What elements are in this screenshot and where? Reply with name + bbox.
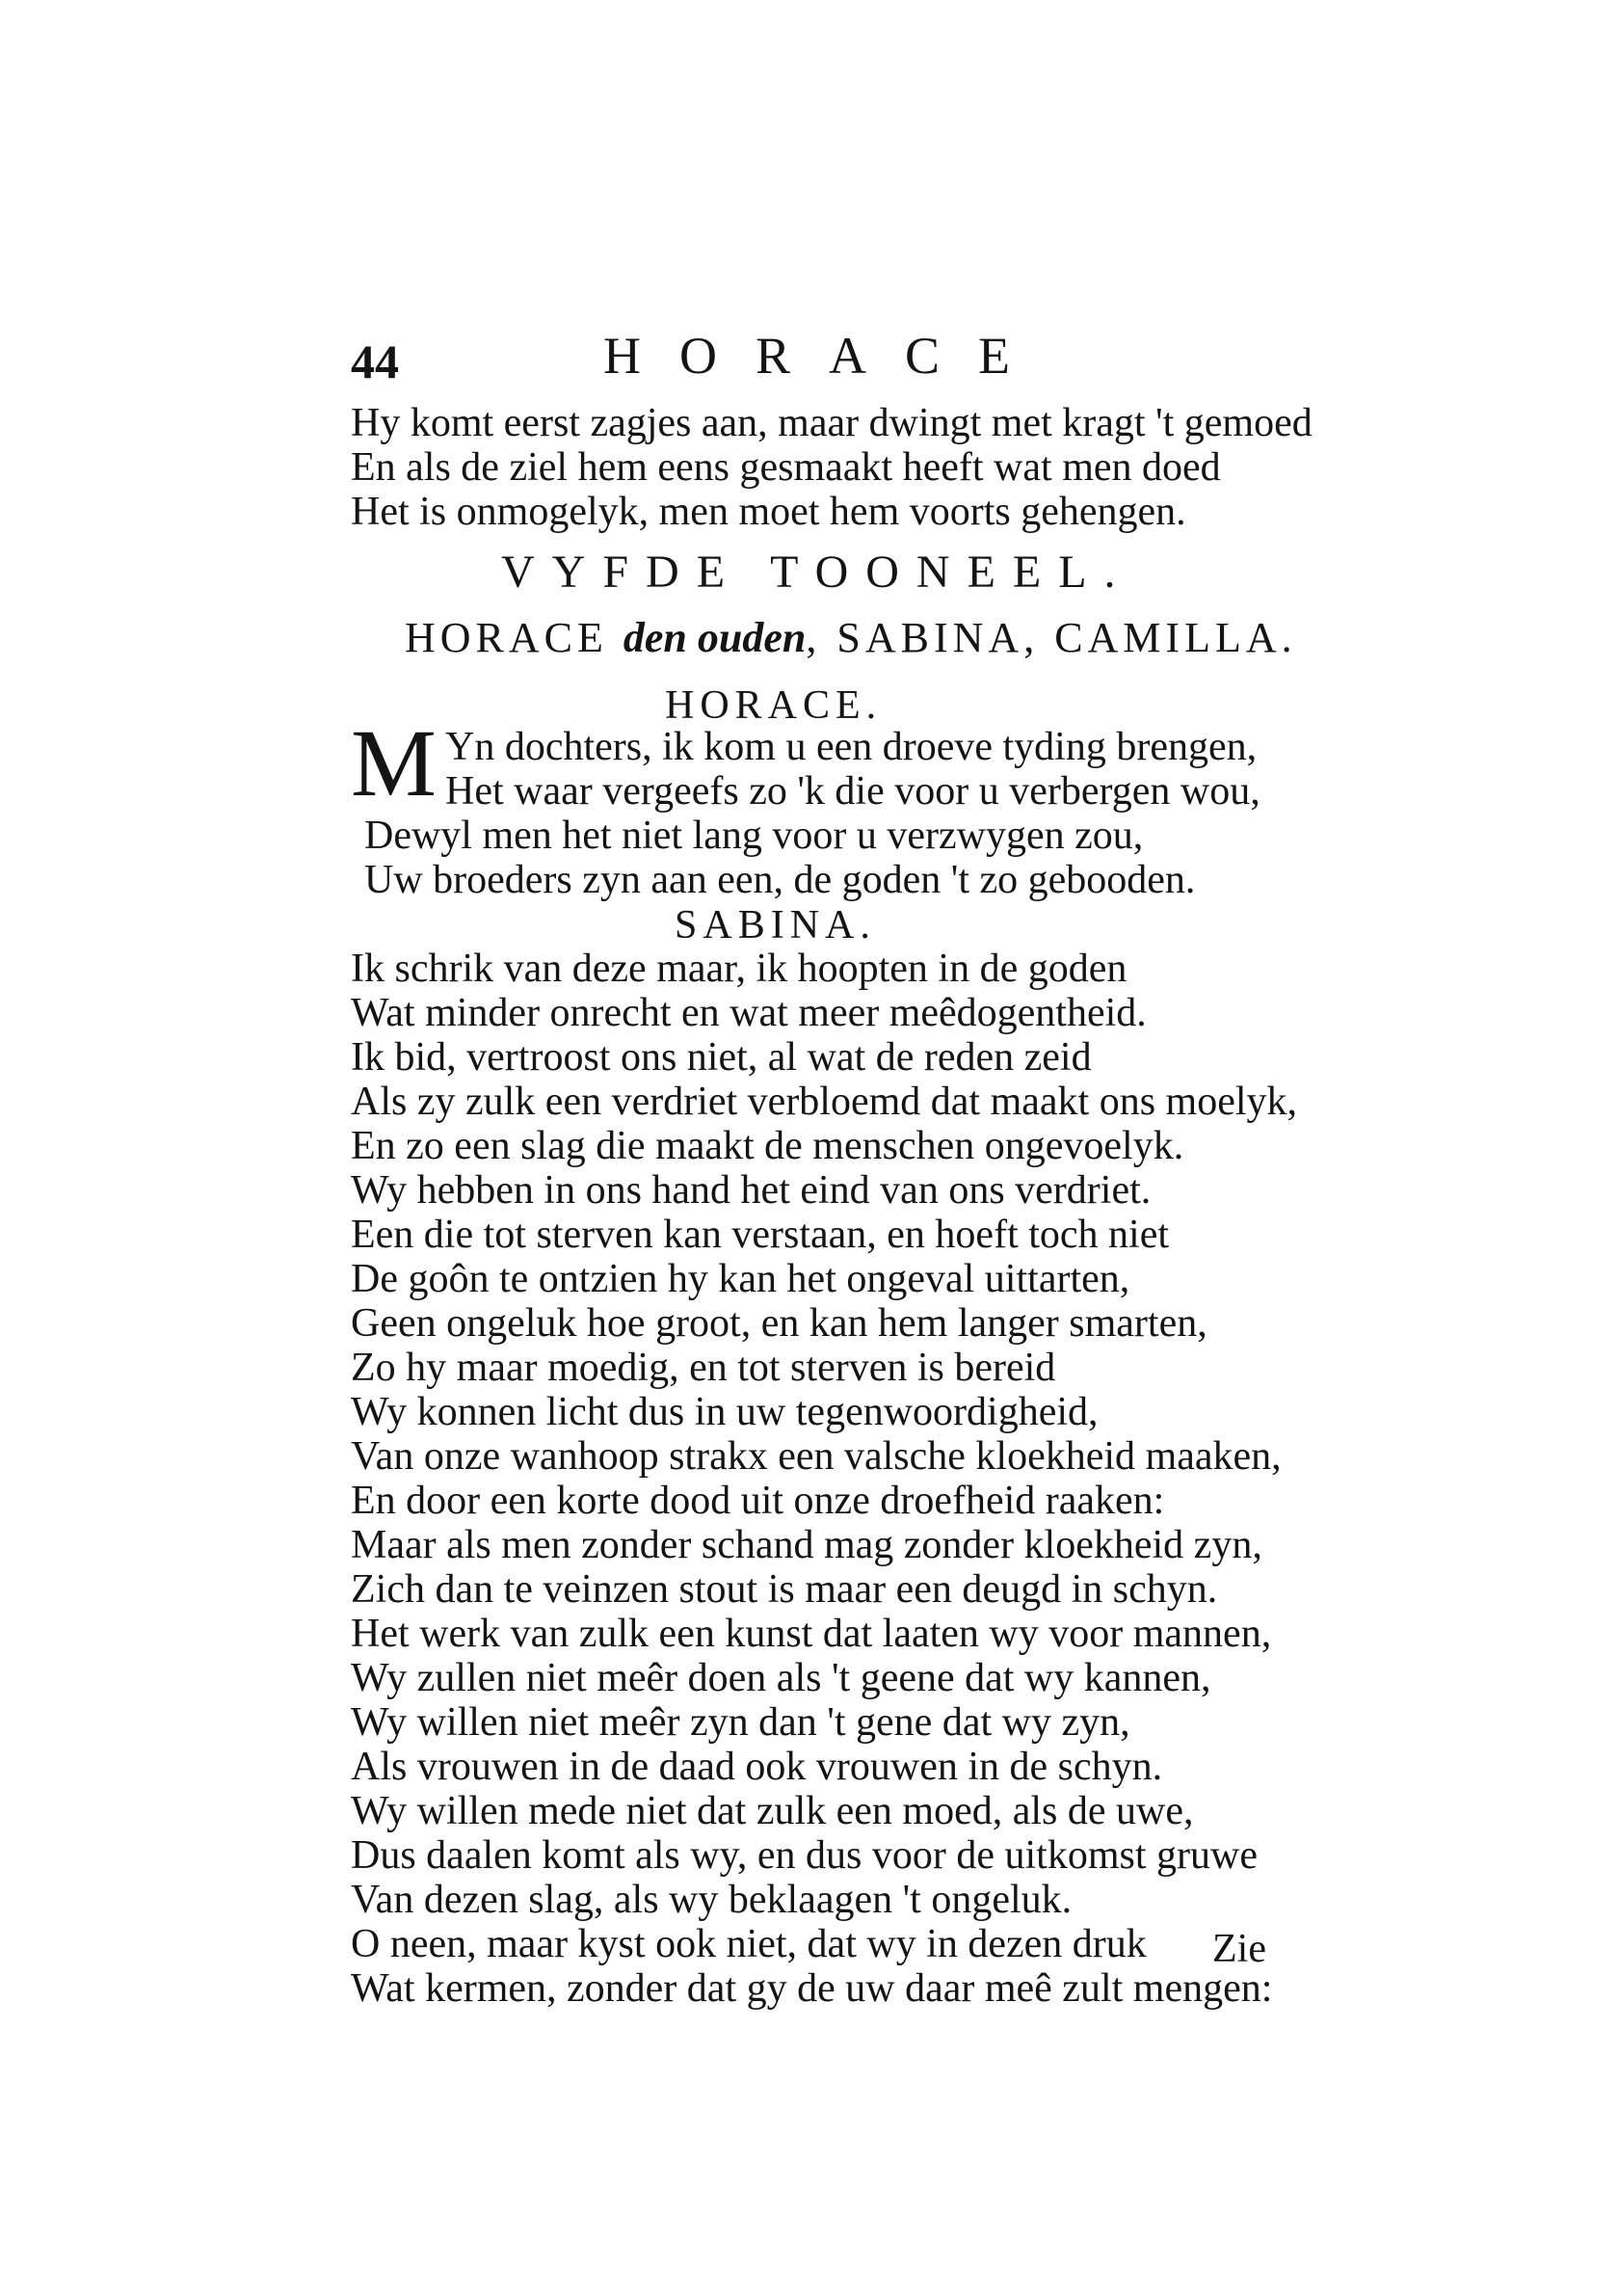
verse-line: Wy willen niet meêr zyn dan 't gene dat wy zyn, [351, 1700, 1130, 1745]
verse-line: Dus daalen komt als wy, en dus voor de uitkomst gruwe [351, 1833, 1258, 1878]
verse-line: Wy zullen niet meêr doen als 't geene dat wy kannen, [351, 1656, 1211, 1700]
page-number: 44 [351, 334, 399, 388]
verse-line: Het is onmogelyk, men moet hem voorts gehengen. [351, 490, 1186, 534]
verse-line: Wat minder onrecht en wat meer meêdogentheid. [351, 991, 1147, 1035]
verse-line: Het werk van zulk een kunst dat laaten wy voor mannen, [351, 1612, 1272, 1656]
verse-line: Zich dan te veinzen stout is maar een deugd in schyn. [351, 1567, 1218, 1612]
cast-others: , SABINA, CAMILLA. [806, 614, 1297, 661]
verse-line: Wy hebben in ons hand het eind van ons verdriet. [351, 1168, 1152, 1213]
catchword: Zie [1212, 1927, 1266, 1971]
verse-line: Uw broeders zyn aan een, de goden 't zo gebooden. [364, 858, 1196, 902]
scene-heading: VYFDE TOONEEL. [501, 547, 1133, 598]
verse-line: Ik schrik van deze maar, ik hoopten in de goden [351, 947, 1127, 991]
verse-line: Het waar vergeefs zo 'k die voor u verbergen wou, [445, 769, 1260, 814]
verse-line: Wy willen mede niet dat zulk een moed, als de uwe, [351, 1789, 1194, 1833]
opening-lines [351, 401, 1313, 534]
verse-line: Als vrouwen in de daad ook vrouwen in de schyn. [351, 1745, 1163, 1789]
cast-horace: HORACE [405, 614, 608, 661]
running-head [351, 326, 1083, 393]
drop-cap: M [351, 709, 437, 816]
verse-line: Geen ongeluk hoe groot, en kan hem langer smarten, [351, 1301, 1207, 1346]
verse-line: Ik bid, vertroost ons niet, al wat de reden zeid [351, 1035, 1092, 1080]
cast-qualifier: den ouden [623, 614, 807, 661]
verse-line: Yn dochters, ik kom u een droeve tyding brengen, [445, 725, 1258, 769]
verse-line: Als zy zulk een verdriet verbloemd dat maakt ons moelyk, [351, 1080, 1298, 1124]
verse-line: Een die tot sterven kan verstaan, en hoeft toch niet [351, 1213, 1170, 1257]
verse-line: Van onze wanhoop strakx een valsche kloekheid maaken, [351, 1434, 1282, 1479]
running-title: HORACE [603, 327, 1049, 385]
verse-line: Van dezen slag, als wy beklaagen 't ongeluk. [351, 1878, 1073, 1922]
verse-line: En als de ziel hem eens gesmaakt heeft wat men doed [351, 445, 1221, 490]
verse-line: Dewyl men het niet lang voor u verzwygen zou, [364, 814, 1144, 858]
speech-sabina [351, 947, 1298, 2011]
verse-line: En door een korte dood uit onze droefheid raaken: [351, 1479, 1165, 1523]
verse-line: En zo een slag die maakt de menschen ongevoelyk. [351, 1124, 1184, 1168]
verse-line: Zo hy maar moedig, en tot sterven is bereid [351, 1346, 1056, 1390]
speaker-sabina: SABINA. [675, 903, 876, 948]
speech-horace [351, 709, 1276, 902]
verse-line: Wy konnen licht dus in uw tegenwoordigheid, [351, 1390, 1099, 1434]
verse-line: O neen, maar kyst ook niet, dat wy in dezen druk [351, 1922, 1147, 1966]
verse-line: Maar als men zonder schand mag zonder kloekheid zyn, [351, 1523, 1262, 1567]
cast-list [405, 613, 1297, 662]
verse-line: De goôn te ontzien hy kan het ongeval uittarten, [351, 1257, 1130, 1301]
speaker-horace: HORACE. [665, 683, 883, 728]
verse-line: Hy komt eerst zagjes aan, maar dwingt met kragt 't gemoed [351, 401, 1313, 445]
verse-line: Wat kermen, zonder dat gy de uw daar meê zult mengen: [351, 1966, 1273, 2011]
